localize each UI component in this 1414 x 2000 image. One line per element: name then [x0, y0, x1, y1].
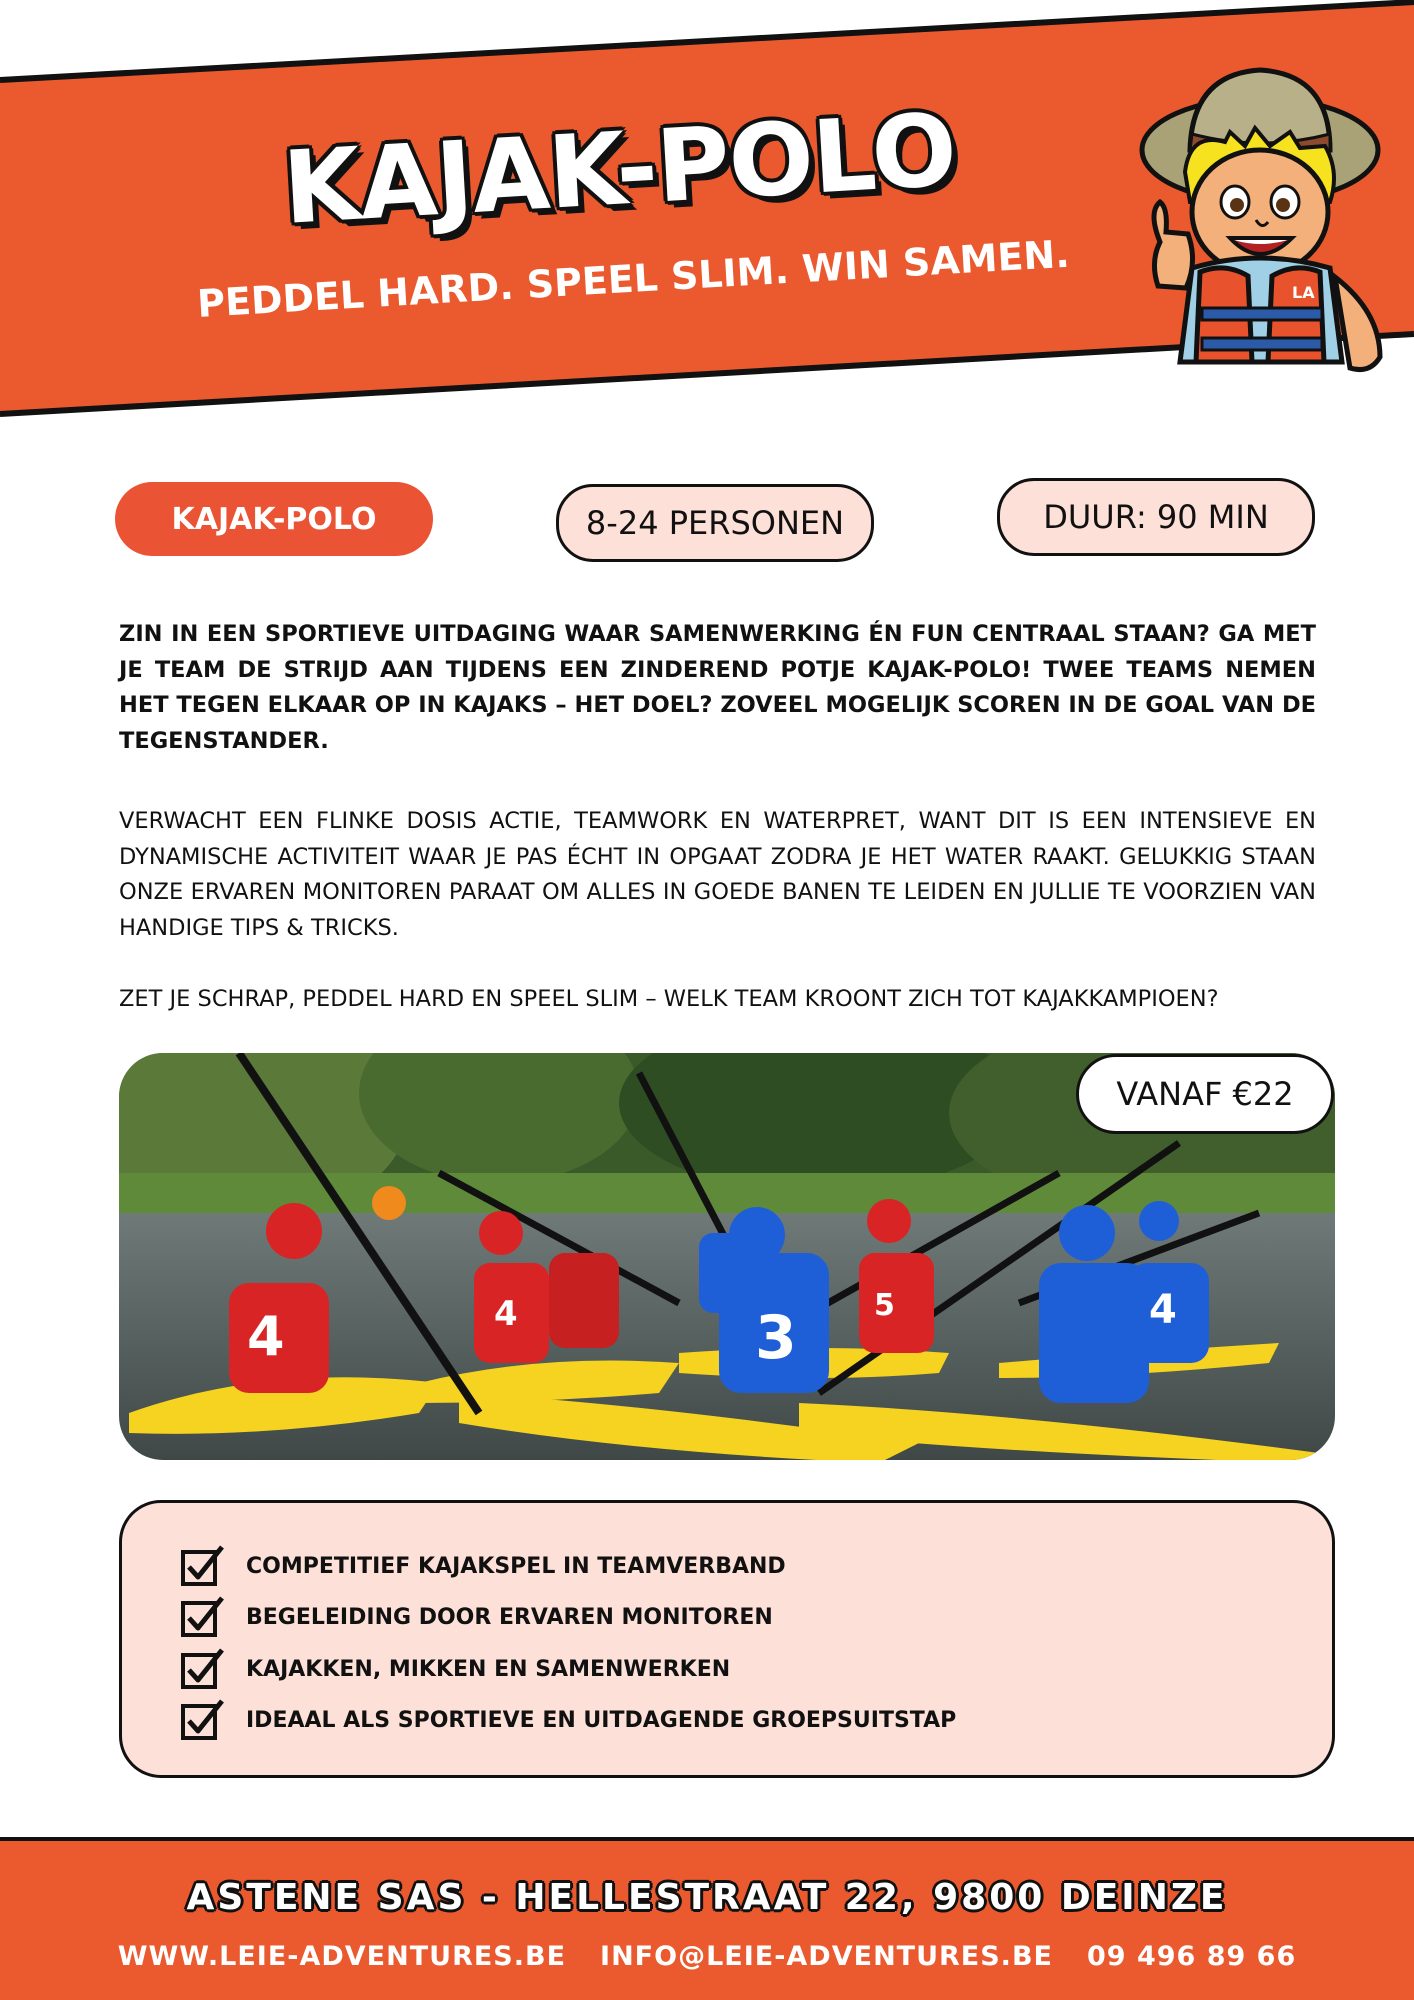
list-item	[180, 1697, 956, 1743]
list-item-label: BEGELEIDING DOOR ERVAREN MONITOREN	[246, 1604, 773, 1630]
list-item-label: COMPETITIEF KAJAKSPEL IN TEAMVERBAND	[246, 1553, 786, 1579]
list-item-label: KAJAKKEN, MIKKEN EN SAMENWERKEN	[246, 1656, 731, 1682]
tagline: PEDDEL HARD. SPEEL SLIM. WIN SAMEN.	[196, 231, 1071, 326]
intro-paragraph: ZIN IN EEN SPORTIEVE UITDAGING WAAR SAMENWERKING ÉN FUN CENTRAAL STAAN? GA MET JE TEAM DE STRIJD AAN TIJDENS EEN ZINDEREND POTJE KAJAK-POLO! TWEE TEAMS NEMEN HET TEGEN ELKAAR OP IN KAJAKS – HET DOEL? ZOVEEL MOGELIJK SCOREN IN DE GOAL VAN DE TEGENSTANDER.	[119, 621, 1316, 754]
list-item	[180, 1543, 786, 1589]
list-item	[180, 1594, 773, 1640]
jersey-number: 4	[494, 1294, 518, 1334]
price-badge: VANAF €22	[1076, 1054, 1334, 1134]
phone-number[interactable]: 09 496 89 66	[1086, 1941, 1297, 1972]
persons-pill: 8-24 PERSONEN	[556, 484, 874, 562]
page-title: KAJAK-POLO	[280, 91, 959, 247]
jersey-number: 5	[874, 1288, 895, 1323]
mascot-badge: LA	[1292, 283, 1315, 302]
jersey-number: 4	[1149, 1287, 1177, 1333]
details-paragraph: VERWACHT EEN FLINKE DOSIS ACTIE, TEAMWORK EN WATERPRET, WANT DIT IS EEN INTENSIEVE EN DYNAMISCHE ACTIVITEIT WAAR JE PAS ÉCHT IN OPGAAT ZODRA JE HET WATER RAAKT. GELUKKIG STAAN ONZE ERVAREN MONITOREN PARAAT OM ALLES IN GOEDE BANEN TE LEIDEN EN JULLIE TE VOORZIEN VAN HANDIGE TIPS & TRICKS.	[119, 808, 1316, 941]
mascot-illustration	[1130, 62, 1400, 392]
footer	[0, 1837, 1414, 2000]
list-item-label: IDEAAL ALS SPORTIEVE EN UITDAGENDE GROEPSUITSTAP	[246, 1707, 957, 1733]
footer-address: ASTENE SAS - HELLESTRAAT 22, 9800 DEINZE	[186, 1877, 1228, 1918]
check-icon	[180, 1594, 226, 1640]
list-item	[180, 1646, 730, 1692]
jersey-number: 3	[755, 1303, 797, 1373]
jersey-number: 4	[247, 1305, 285, 1368]
activity-pill: KAJAK-POLO	[115, 482, 433, 556]
closing-paragraph: ZET JE SCHRAP, PEDDEL HARD EN SPEEL SLIM – WELK TEAM KROONT ZICH TOT KAJAKKAMPIOEN?	[119, 986, 1219, 1012]
check-icon	[180, 1646, 226, 1692]
check-icon	[180, 1543, 226, 1589]
features-checklist	[119, 1500, 1335, 1778]
duration-pill: DUUR: 90 MIN	[997, 478, 1315, 556]
website-link[interactable]: WWW.LEIE-ADVENTURES.BE	[117, 1941, 567, 1972]
email-link[interactable]: INFO@LEIE-ADVENTURES.BE	[600, 1941, 1053, 1972]
footer-contacts	[0, 1941, 1414, 1972]
check-icon	[180, 1697, 226, 1743]
